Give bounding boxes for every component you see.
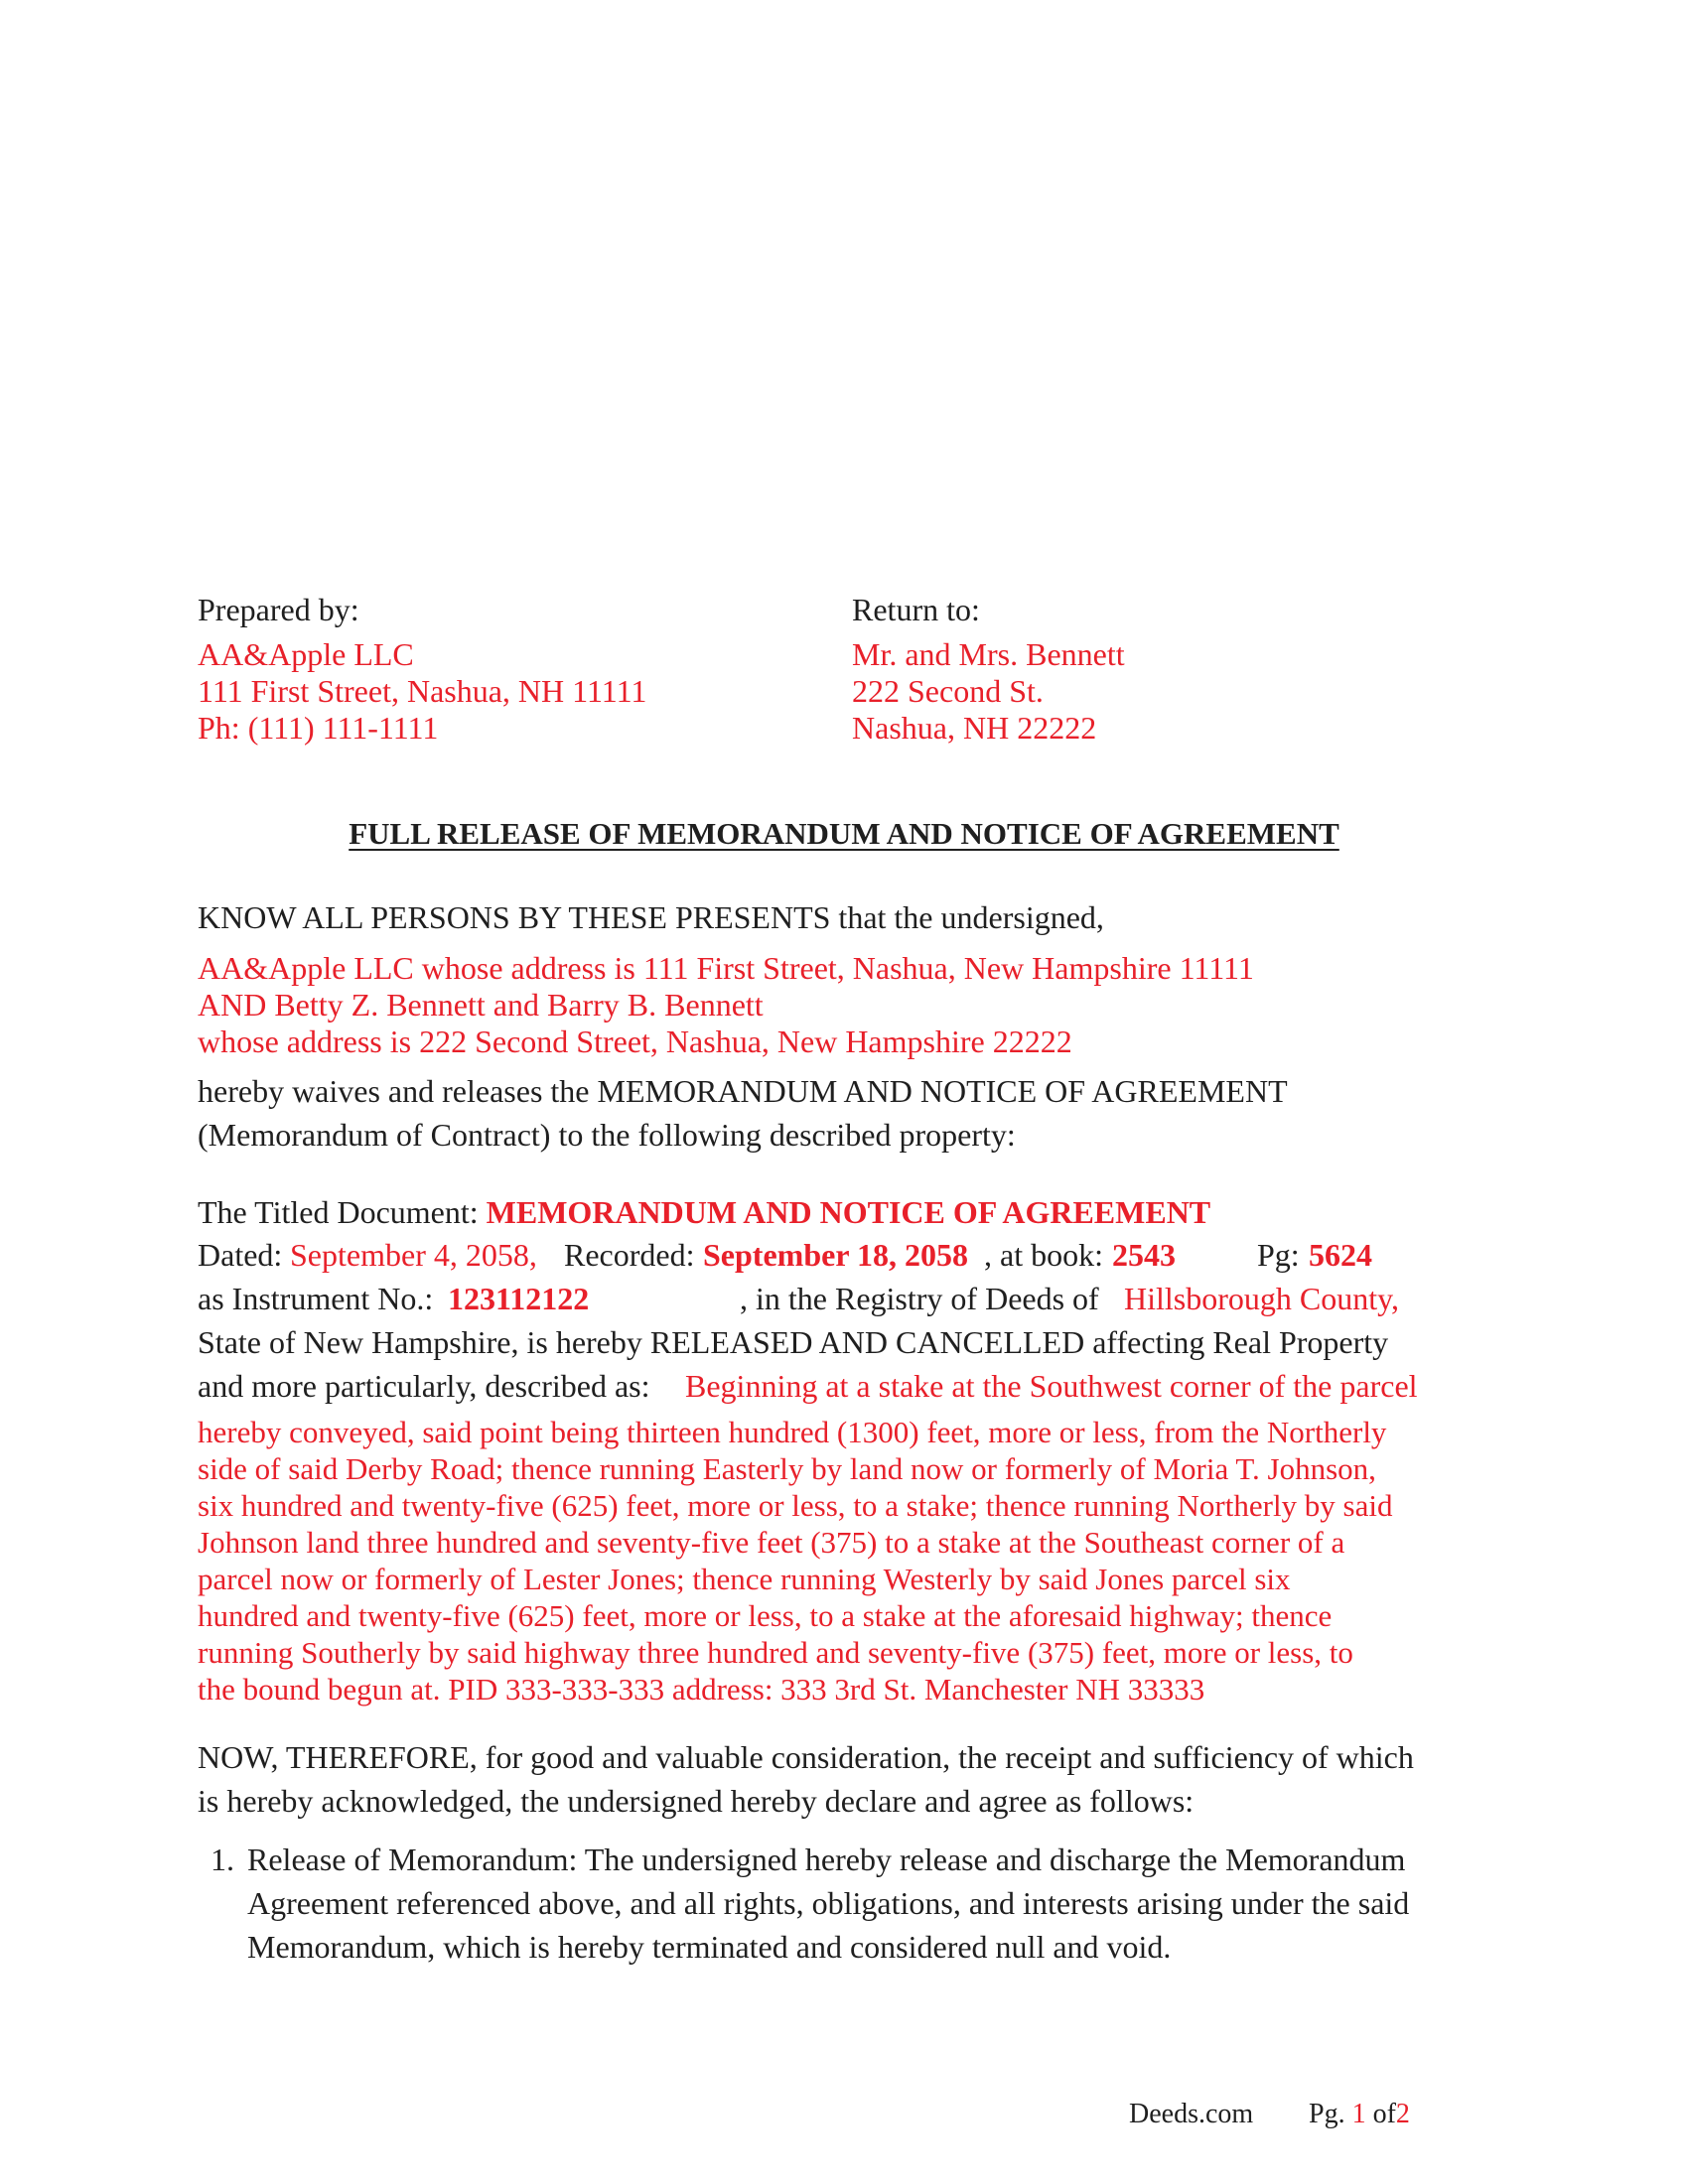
document-title <box>0 814 1688 854</box>
book-label: , at book: <box>984 1237 1103 1273</box>
footer-of-label: of <box>1372 2099 1396 2129</box>
description-line: hereby conveyed, said point being thirteen hundred (1300) feet, more or less, from the Northerly <box>198 1415 1387 1449</box>
registry-text: , in the Registry of Deeds of <box>740 1281 1099 1316</box>
description-line: Johnson land three hundred and seventy-five feet (375) to a stake at the Southeast corner of a <box>198 1525 1345 1560</box>
return-address-1: 222 Second St. <box>852 673 1044 709</box>
footer-page-total: 2 <box>1395 2099 1410 2129</box>
preparer-name: AA&Apple LLC <box>198 636 414 672</box>
consideration-line-2: is hereby acknowledged, the undersigned hereby declare and agree as follows: <box>198 1783 1195 1819</box>
item-line: Release of Memorandum: The undersigned hereby release and discharge the Memorandum <box>247 1842 1406 1877</box>
dated-value: September 4, 2058, <box>290 1237 537 1273</box>
footer-page-current: 1 <box>1351 2099 1366 2129</box>
item-line: Agreement referenced above, and all rights, obligations, and interests arising under the said <box>247 1885 1410 1921</box>
preparer-address: 111 First Street, Nashua, NH 11111 <box>198 673 647 709</box>
party-line-3: whose address is 222 Second Street, Nashua, New Hampshire 22222 <box>198 1024 1072 1059</box>
description-line: parcel now or formerly of Lester Jones; thence running Westerly by said Jones parcel six <box>198 1562 1291 1596</box>
titled-document-value: MEMORANDUM AND NOTICE OF AGREEMENT <box>486 1194 1211 1230</box>
state-line: State of New Hampshire, is hereby RELEASED AND CANCELLED affecting Real Property <box>198 1324 1389 1360</box>
description-line: running Southerly by said highway three hundred and seventy-five (375) feet, more or less, to <box>198 1635 1353 1670</box>
prepared-by-label: Prepared by: <box>198 592 359 627</box>
description-line: the bound begun at. PID 333-333-333 address: 333 3rd St. Manchester NH 33333 <box>198 1672 1205 1706</box>
dated-label: Dated: <box>198 1237 283 1273</box>
return-to-label: Return to: <box>852 592 980 627</box>
item-number: 1. <box>211 1842 234 1877</box>
footer-page <box>1309 2098 1410 2131</box>
recorded-value: September 18, 2058 <box>703 1237 968 1273</box>
footer-site: Deeds.com <box>1129 2099 1254 2129</box>
instrument-value: 123112122 <box>448 1281 590 1316</box>
preparer-phone: Ph: (111) 111-1111 <box>198 710 439 746</box>
description-first-line: Beginning at a stake at the Southwest corner of the parcel <box>685 1368 1418 1404</box>
description-line: side of said Derby Road; thence running Easterly by land now or formerly of Moria T. Johnson, <box>198 1451 1376 1486</box>
item-line: Memorandum, which is hereby terminated and considered null and void. <box>247 1929 1172 1965</box>
county-value: Hillsborough County, <box>1124 1281 1400 1316</box>
page-label: Pg: <box>1257 1237 1300 1273</box>
book-value: 2543 <box>1112 1237 1176 1273</box>
party-line-2: AND Betty Z. Bennett and Barry B. Bennett <box>198 987 764 1023</box>
titled-document-label: The Titled Document: <box>198 1194 479 1230</box>
waiver-line-1: hereby waives and releases the MEMORANDUM AND NOTICE OF AGREEMENT <box>198 1073 1288 1109</box>
instrument-label: as Instrument No.: <box>198 1281 434 1316</box>
legal-description <box>198 1414 1393 1707</box>
return-name: Mr. and Mrs. Bennett <box>852 636 1125 672</box>
page-value: 5624 <box>1309 1237 1372 1273</box>
footer-page-label: Pg. <box>1309 2099 1345 2129</box>
recorded-label: Recorded: <box>564 1237 695 1273</box>
document-title-text: FULL RELEASE OF MEMORANDUM AND NOTICE OF AGREEMENT <box>349 816 1339 851</box>
titled-document-row <box>198 1194 1210 1231</box>
intro-text: KNOW ALL PERSONS BY THESE PRESENTS that the undersigned, <box>198 899 1104 935</box>
description-line: hundred and twenty-five (625) feet, more or less, to a stake at the aforesaid highway; thence <box>198 1598 1333 1633</box>
waiver-line-2: (Memorandum of Contract) to the following described property: <box>198 1117 1016 1153</box>
return-address-2: Nashua, NH 22222 <box>852 710 1097 746</box>
party-line-1: AA&Apple LLC whose address is 111 First Street, Nashua, New Hampshire 11111 <box>198 950 1254 986</box>
description-line: six hundred and twenty-five (625) feet, more or less, to a stake; thence running Northerly by said <box>198 1488 1393 1523</box>
described-label: and more particularly, described as: <box>198 1368 650 1404</box>
consideration-line-1: NOW, THEREFORE, for good and valuable consideration, the receipt and sufficiency of which <box>198 1739 1414 1775</box>
